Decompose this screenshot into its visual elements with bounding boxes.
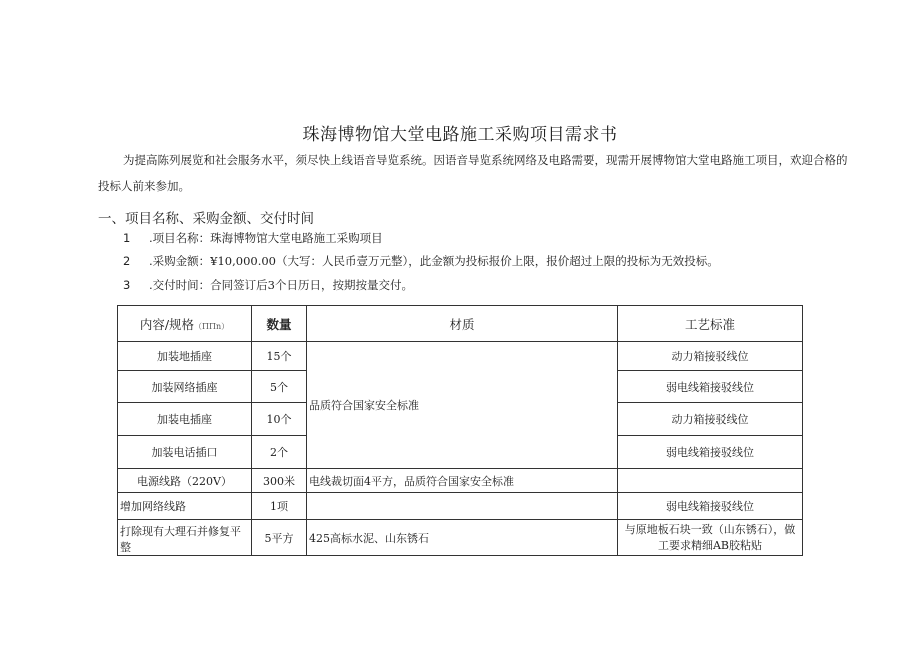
header-qty: 数量: [252, 306, 307, 342]
cell-standard: [618, 469, 803, 493]
cell-standard: 动力箱接驳线位: [618, 403, 803, 436]
header-standard: 工艺标准: [618, 306, 803, 342]
list-item-text: .采购金额：¥10,000.00（大写：人民币壹万元整），此金额为投标报价上限，报价超过上限的投标为无效投标。: [149, 254, 719, 268]
list-item-text: .交付时间：合同签订后3个日历日，按期按量交付。: [149, 278, 413, 292]
cell-spec: 增加网络线路: [118, 493, 252, 520]
cell-standard-line-2: 工要求精细AB胶粘贴: [657, 538, 763, 552]
table-row: [118, 493, 803, 520]
cell-qty: 1项: [252, 493, 307, 520]
list-item-number: 3: [123, 278, 131, 292]
cell-qty: 10个: [252, 403, 307, 436]
list-item-number: 2: [123, 254, 131, 268]
list-item: [123, 277, 413, 293]
cell-material: [307, 493, 618, 520]
cell-standard: [618, 520, 803, 556]
cell-spec: 加装地插座: [118, 342, 252, 371]
intro-paragraph-line-2: 投标人前来参加。: [98, 179, 190, 193]
requirements-table: [117, 305, 803, 556]
cell-standard: 弱电线箱接驳线位: [618, 493, 803, 520]
table-row: [118, 342, 803, 371]
cell-standard: 弱电线箱接驳线位: [618, 436, 803, 469]
cell-standard: 弱电线箱接驳线位: [618, 371, 803, 403]
cell-qty: 2个: [252, 436, 307, 469]
header-spec: 内容/规格（ΠΠn）: [118, 306, 252, 342]
cell-material: 电线裁切面4平方，品质符合国家安全标准: [307, 469, 618, 493]
document-title: 珠海博物馆大堂电路施工采购项目需求书: [302, 125, 618, 145]
header-material: 材质: [307, 306, 618, 342]
list-item-text: .项目名称：珠海博物馆大堂电路施工采购项目: [149, 231, 383, 245]
cell-qty: 5个: [252, 371, 307, 403]
cell-material-merged: 品质符合国家安全标准: [307, 342, 618, 469]
cell-spec: 打除现有大理石并修复平整: [118, 520, 252, 556]
cell-qty: 300米: [252, 469, 307, 493]
list-item-number: 1: [123, 231, 131, 245]
cell-spec: 加装电插座: [118, 403, 252, 436]
header-spec-sub: （ΠΠn）: [194, 321, 230, 331]
table-row: [118, 520, 803, 556]
cell-qty: 5平方: [252, 520, 307, 556]
table-header-row: [118, 306, 803, 342]
section-heading: 一、项目名称、采购金额、交付时间: [98, 211, 314, 227]
cell-qty: 15个: [252, 342, 307, 371]
table-row: [118, 469, 803, 493]
list-item: [123, 230, 383, 246]
cell-material: 425高标水泥、山东锈石: [307, 520, 618, 556]
intro-paragraph-line-1: 为提高陈列展览和社会服务水平，须尽快上线语音导览系统。因语音导览系统网络及电路需要，现需开展博物馆大堂电路施工项目，欢迎合格的: [123, 153, 848, 167]
cell-spec: 加装网络插座: [118, 371, 252, 403]
cell-spec: 加装电话插口: [118, 436, 252, 469]
cell-standard-line-1: 与原地板石块一致（山东锈石），做: [624, 522, 796, 536]
cell-spec: 电源线路（220V）: [118, 469, 252, 493]
cell-standard: 动力箱接驳线位: [618, 342, 803, 371]
list-item: [123, 253, 719, 269]
